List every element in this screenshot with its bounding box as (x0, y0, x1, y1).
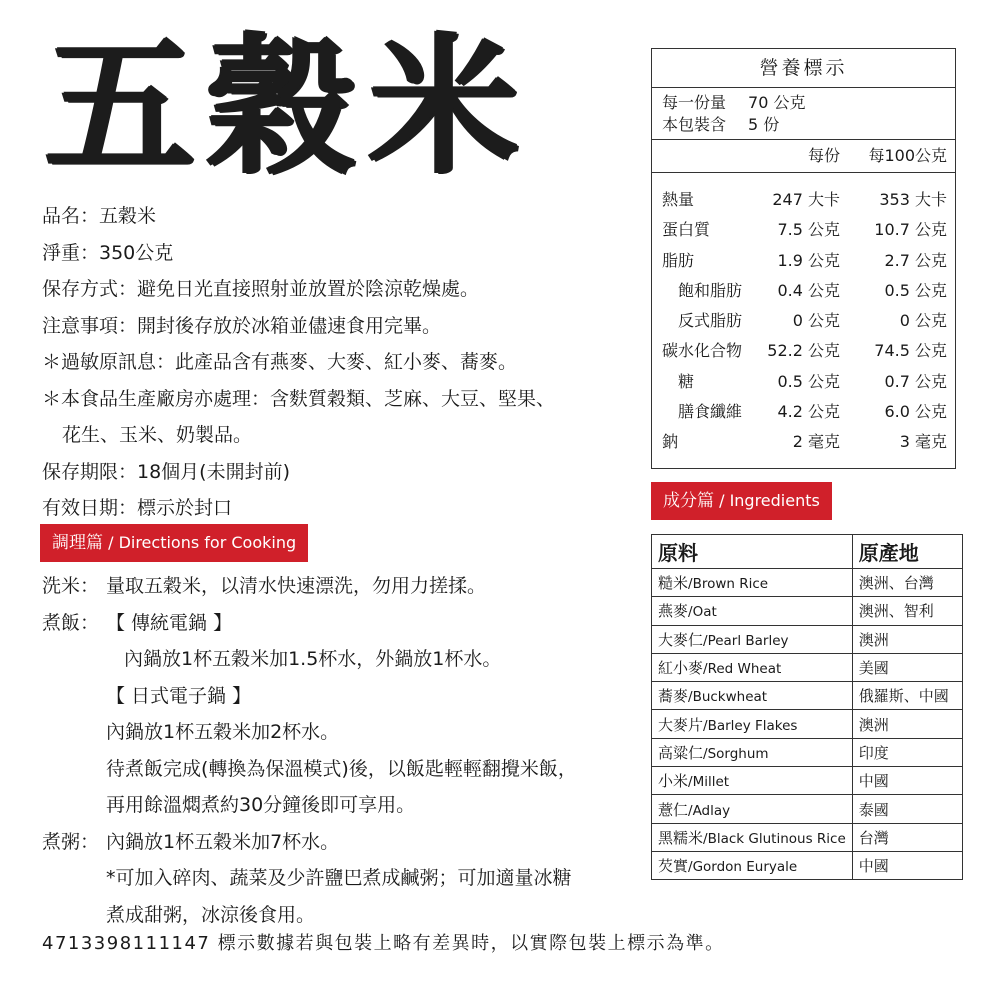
ingredient-en: /Black Glutinous Rice (703, 830, 846, 847)
nutrient-per-serving: 0.4 公克 (777, 280, 840, 300)
serving-info (652, 88, 955, 140)
wash-label: 洗米： (42, 575, 100, 597)
ingredient-en: /Sorghum (703, 745, 769, 762)
ingredient-origin: 中國 (852, 767, 962, 795)
ingredient-en: /Red Wheat (703, 661, 782, 678)
nutrient-per-100g: 2.7 公克 (884, 250, 947, 270)
porridge-text3: 煮成甜粥，冰涼後食用。 (106, 903, 316, 926)
nutrient-per-100g: 6.0 公克 (884, 402, 947, 422)
table-row (652, 625, 963, 653)
nutrient-name: 鈉 (662, 432, 679, 452)
info-facility-cont: 花生、玉米、奶製品。 (62, 424, 253, 446)
ingredient-origin: 美國 (852, 653, 962, 681)
barcode-footer-note: 4713398111147 標示數據若與包裝上略有差異時，以實際包裝上標示為準。 (42, 933, 725, 954)
nutrient-per-100g: 353 大卡 (879, 190, 947, 209)
ingredient-origin: 泰國 (852, 795, 962, 823)
table-row (652, 597, 963, 625)
ingredient-en: /Oat (688, 604, 717, 621)
table-row (652, 682, 963, 710)
rice-method-traditional: 【 傳統電鍋 】 (106, 611, 233, 634)
servings-count-label: 本包裝含 (662, 115, 727, 134)
nutrient-name: 蛋白質 (662, 220, 711, 240)
info-net-weight: 淨重：350公克 (42, 241, 174, 264)
header-material: 原料 (652, 535, 853, 569)
nutrition-row-sugar (652, 367, 955, 397)
nutrient-per-100g: 3 毫克 (899, 432, 947, 452)
info-facility: ＊本食品生產廠房亦處理：含麩質穀類、芝麻、大豆、堅果、 (42, 387, 556, 410)
ingredient-zh: 大麥仁 (658, 630, 704, 649)
nutrition-row-carbohydrate (652, 336, 955, 366)
ingredients-header-row (652, 535, 963, 569)
nutrient-name: 膳食纖維 (678, 402, 743, 422)
serving-size-label: 每一份量 (662, 93, 727, 112)
nutrient-per-100g: 0.5 公克 (884, 280, 947, 300)
nutrition-column-headers (652, 140, 955, 173)
rice-japanese-text1: 內鍋放1杯五穀米加2杯水。 (106, 721, 340, 743)
table-row (652, 795, 963, 823)
porridge-label: 煮粥： (42, 830, 100, 853)
ingredient-zh: 高粱仁 (658, 743, 704, 762)
ingredients-table (651, 534, 963, 880)
product-info (42, 198, 632, 527)
ingredient-zh: 糙米 (658, 574, 689, 593)
ingredient-origin: 中國 (852, 851, 962, 879)
nutrient-per-100g: 0.7 公克 (884, 371, 947, 391)
info-notice: 注意事項：開封後存放於冰箱並儘速食用完畢。 (42, 314, 442, 337)
ingredient-zh: 蕎麥 (658, 687, 689, 706)
col-per-serving: 每份 (807, 146, 840, 165)
info-storage: 保存方式：避免日光直接照射並放置於陰涼乾燥處。 (42, 278, 480, 300)
nutrient-per-serving: 1.9 公克 (777, 250, 840, 270)
rice-method-japanese: 【 日式電子鍋 】 (106, 684, 252, 707)
porridge-text1: 內鍋放1杯五穀米加7杯水。 (106, 830, 340, 853)
ingredient-origin: 澳洲 (852, 625, 962, 653)
header-origin: 原產地 (852, 535, 962, 569)
info-shelf-life: 保存期限：18個月(未開封前) (42, 460, 291, 483)
nutrient-per-serving: 4.2 公克 (777, 402, 840, 422)
nutrient-per-100g: 0 公克 (899, 311, 947, 331)
ingredient-origin: 台灣 (852, 823, 962, 851)
ingredient-zh: 紅小麥 (658, 659, 704, 678)
ingredient-origin: 俄羅斯、中國 (852, 682, 962, 710)
nutrition-facts-panel (651, 48, 956, 469)
table-row (652, 823, 963, 851)
ingredient-zh: 小米 (658, 772, 689, 791)
nutrient-name: 飽和脂肪 (678, 280, 743, 300)
table-row (652, 767, 963, 795)
ingredient-zh: 黑糯米 (658, 828, 704, 847)
nutrition-row-sodium (652, 427, 955, 457)
info-allergen: ＊過敏原訊息：此產品含有燕麥、大麥、紅小麥、蕎麥。 (42, 351, 518, 373)
ingredients-label-sep: / (714, 491, 730, 510)
cooking-section-label (40, 524, 308, 562)
info-expiry: 有效日期：標示於封口 (42, 497, 233, 519)
nutrition-heading: 營養標示 (652, 49, 955, 88)
nutrient-name: 脂肪 (662, 250, 695, 270)
cooking-label-en: Directions for Cooking (118, 533, 297, 552)
nutrition-row-trans-fat (652, 306, 955, 336)
ingredient-zh: 大麥片 (658, 715, 704, 734)
table-row (652, 710, 963, 738)
nutrient-per-serving: 247 大卡 (772, 190, 840, 209)
nutrient-per-100g: 10.7 公克 (874, 220, 947, 240)
rice-japanese-text2: 待煮飯完成(轉換為保溫模式)後，以飯匙輕輕翻攪米飯， (106, 757, 577, 780)
porridge-text2: *可加入碎肉、蔬菜及少許鹽巴煮成鹹粥；可加適量冰糖 (106, 867, 572, 889)
info-product-name: 品名：五穀米 (42, 205, 157, 227)
nutrition-row-energy (652, 185, 955, 215)
ingredient-origin: 印度 (852, 738, 962, 766)
servings-count-value: 5 份 (748, 115, 780, 134)
nutrient-name: 熱量 (662, 190, 695, 209)
ingredient-en: /Brown Rice (688, 576, 769, 593)
ingredient-en: /Pearl Barley (703, 632, 789, 649)
ingredient-zh: 芡實 (658, 857, 689, 876)
rice-traditional-text: 內鍋放1杯五穀米加1.5杯水，外鍋放1杯水。 (124, 648, 502, 670)
nutrient-name: 糖 (678, 371, 695, 391)
rice-japanese-text3: 再用餘溫燜煮約30分鐘後即可享用。 (106, 794, 416, 816)
wash-text: 量取五穀米，以清水快速漂洗，勿用力搓揉。 (106, 575, 487, 597)
ingredient-origin: 澳洲、台灣 (852, 569, 962, 597)
nutrition-row-fat (652, 246, 955, 276)
ingredients-section-label (651, 482, 832, 520)
nutrition-row-saturated-fat (652, 276, 955, 306)
product-title: 五穀米 (45, 20, 532, 194)
cooking-directions (42, 568, 642, 933)
rice-label: 煮飯： (42, 611, 100, 634)
nutrient-per-serving: 52.2 公克 (767, 341, 840, 361)
col-per-100g: 每100公克 (868, 146, 947, 165)
ingredient-en: /Adlay (688, 802, 731, 819)
nutrient-name: 反式脂肪 (678, 311, 743, 331)
serving-size-value: 70 公克 (748, 93, 806, 112)
ingredients-label-zh: 成分篇 (663, 491, 714, 511)
nutrition-row-protein (652, 215, 955, 245)
nutrient-per-serving: 0 公克 (792, 311, 840, 331)
ingredient-zh: 薏仁 (658, 800, 689, 819)
ingredient-en: /Buckwheat (688, 689, 768, 706)
ingredient-zh: 燕麥 (658, 602, 689, 621)
table-row (652, 851, 963, 879)
cooking-label-sep: / (103, 533, 119, 552)
table-row (652, 653, 963, 681)
nutrient-per-100g: 74.5 公克 (874, 341, 947, 361)
table-row (652, 569, 963, 597)
ingredient-en: /Millet (688, 774, 730, 791)
nutrition-row-fiber (652, 397, 955, 427)
cooking-label-zh: 調理篇 (52, 533, 103, 553)
nutrient-per-serving: 2 毫克 (792, 432, 840, 452)
ingredient-en: /Barley Flakes (703, 717, 798, 734)
ingredient-origin: 澳洲、智利 (852, 597, 962, 625)
nutrient-name: 碳水化合物 (662, 341, 743, 361)
ingredients-label-en: Ingredients (729, 491, 820, 510)
ingredient-en: /Gordon Euryale (688, 859, 798, 876)
table-row (652, 738, 963, 766)
nutrient-per-serving: 0.5 公克 (777, 371, 840, 391)
nutrient-per-serving: 7.5 公克 (777, 220, 840, 240)
ingredient-origin: 澳洲 (852, 710, 962, 738)
